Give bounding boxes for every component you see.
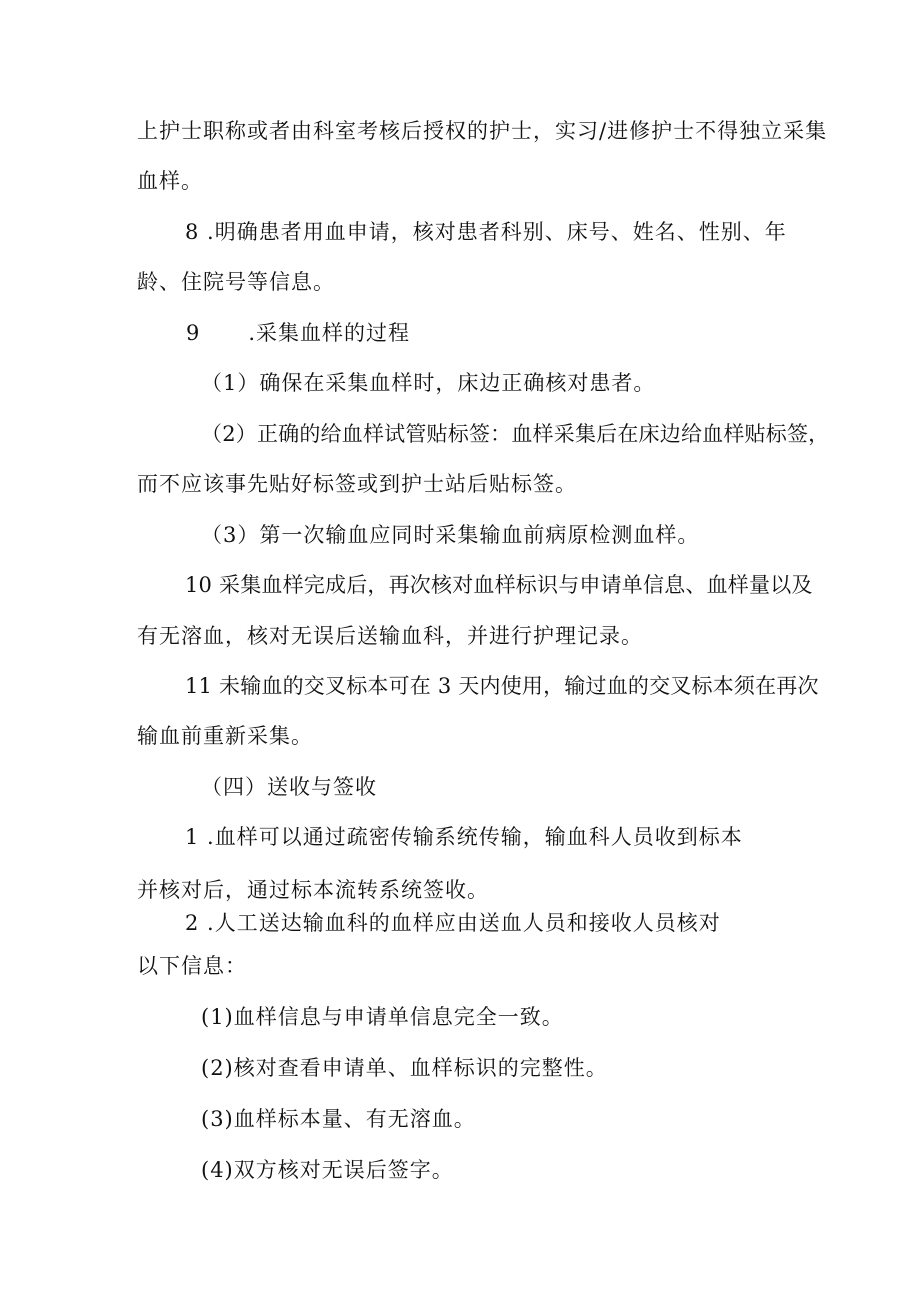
paragraph-line: 而不应该事先贴好标签或到护士站后贴标签。: [137, 472, 577, 496]
paragraph-line: (4)双方核对无误后签字。: [201, 1158, 454, 1182]
paragraph-line: [186, 320, 410, 346]
paragraph-line: （3）第一次输血应同时采集输血前病原检测血样。: [201, 523, 700, 547]
paragraph-line: 11 未输血的交叉标本可在 3 天内使用，输过血的交叉标本须在再次: [185, 674, 819, 698]
paragraph-line: 1 .血样可以通过疏密传输系统传输，输血科人员收到标本: [185, 825, 743, 849]
item-text: .采集血样的过程: [248, 321, 411, 345]
paragraph-line: (1)血样信息与申请单信息完全一致。: [201, 1005, 564, 1029]
paragraph-line: 输血前重新采集。: [137, 724, 313, 748]
paragraph-line: 血样。: [137, 169, 203, 193]
paragraph-line: 2 .人工送达输血科的血样应由送血人员和接收人员核对: [185, 911, 721, 935]
paragraph-line: 上护士职称或者由科室考核后授权的护士，实习/进修护士不得独立采集: [137, 119, 828, 143]
paragraph-line: 10 采集血样完成后，再次核对血样标识与申请单信息、血样量以及: [185, 573, 813, 597]
paragraph-line: （2）正确的给血样试管贴标签：血样采集后在床边给血样贴标签，: [201, 422, 830, 446]
paragraph-line: （1）确保在采集血样时，床边正确核对患者。: [201, 371, 656, 395]
paragraph-line: 并核对后，通过标本流转系统签收。: [137, 878, 489, 902]
paragraph-line: (2)核对查看申请单、血样标识的完整性。: [201, 1056, 608, 1080]
paragraph-line: (3)血样标本量、有无溶血。: [201, 1107, 476, 1131]
paragraph-line: 龄、住院号等信息。: [137, 270, 335, 294]
section-heading: （四）送收与签收: [201, 775, 377, 799]
paragraph-line: 以下信息：: [137, 954, 247, 978]
paragraph-line: 有无溶血，核对无误后送输血科，并进行护理记录。: [137, 624, 643, 648]
paragraph-line: 8 .明确患者用血申请，核对患者科别、床号、姓名、性别、年: [185, 220, 787, 244]
item-number: 9: [186, 321, 201, 345]
